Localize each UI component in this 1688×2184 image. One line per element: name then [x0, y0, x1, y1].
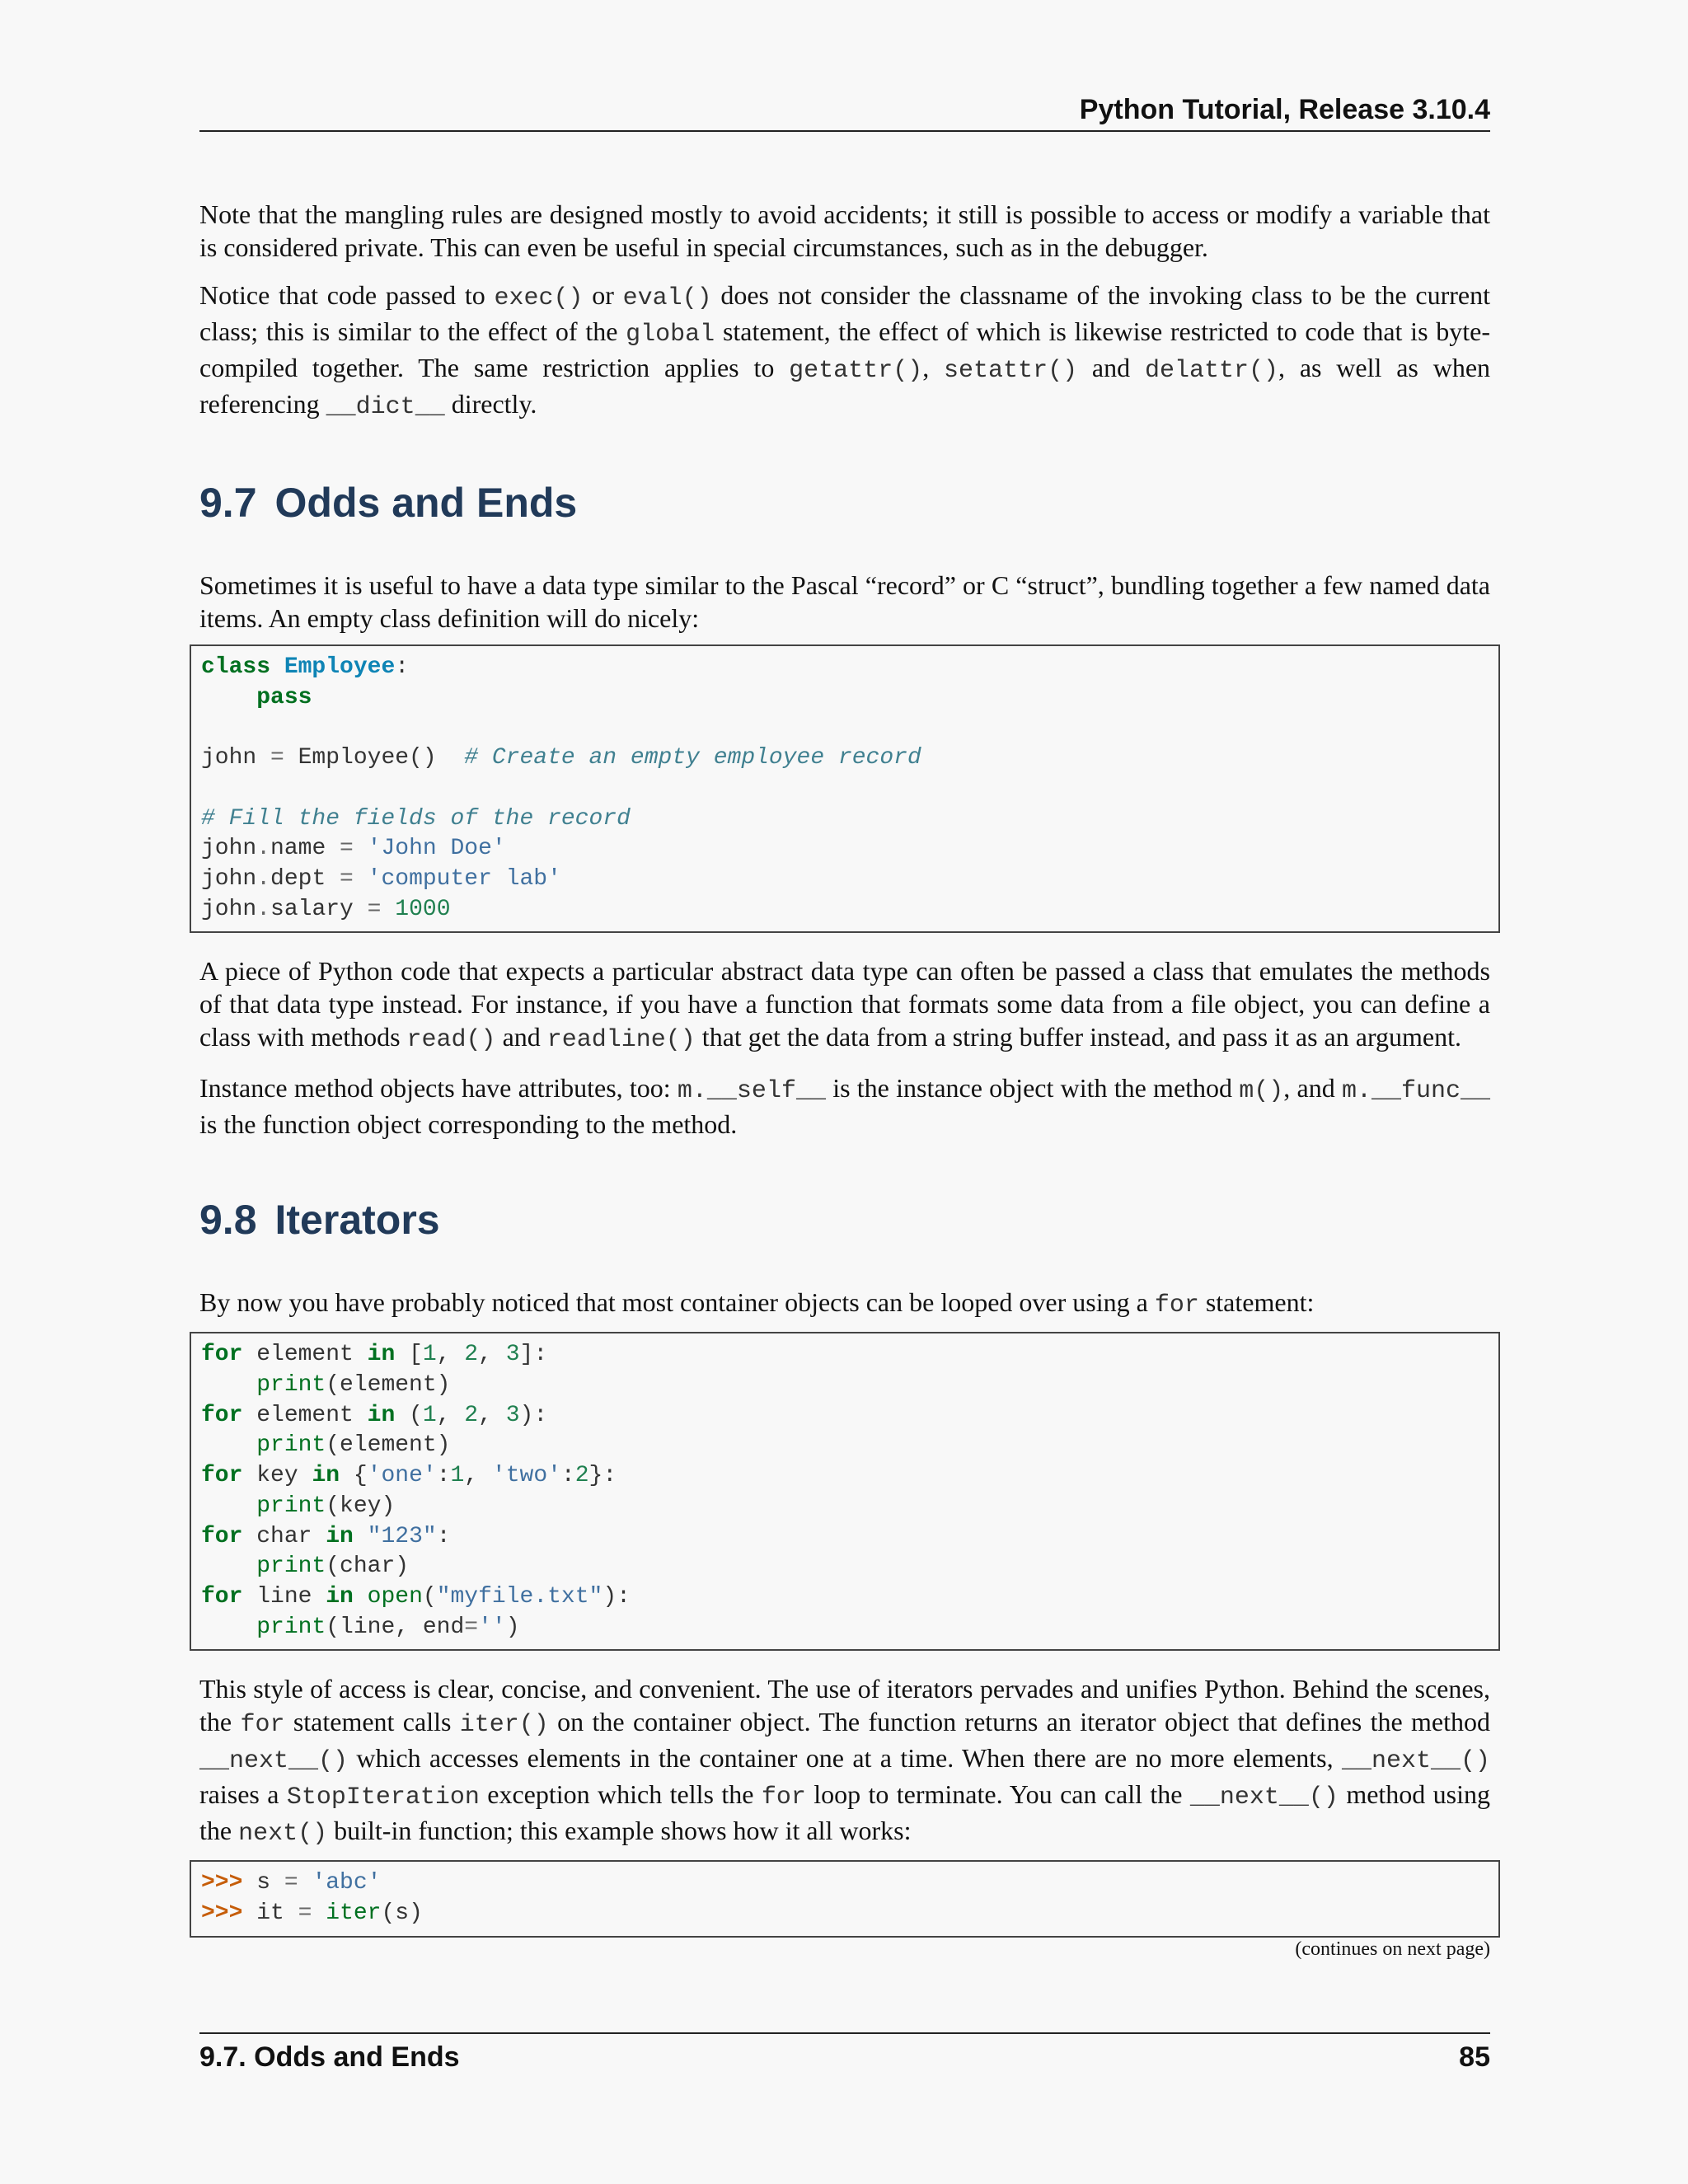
paragraph-exec-eval: Notice that code passed to exec() or eval() does not consider the classname of the invoking class to be the current class; this is similar to the effect of the global statement, the effect of which is likewise restricted to code that is byte-compiled together. The same restriction applies to getattr(), setattr() and delattr(), as well as when referencing __dict__ directly. [199, 280, 1491, 421]
code-block-iter-example: >>> s = 'abc' >>> it = iter(s) [190, 1860, 1500, 1937]
paragraph-abstract-data-type: A piece of Python code that expects a particular abstract data type can often be passed a class that emulates the methods of that data type instead. For instance, if you have a function that formats some data from a file object, you can define a class with methods read() and readline() that get the data from a string buffer instead, and pass it as an argument. [199, 956, 1490, 1055]
page-content [199, 198, 1490, 1961]
continues-note: (continues on next page) [1295, 1938, 1490, 1960]
paragraph-record-struct: Sometimes it is useful to have a data type similar to the Pascal “record” or C “struct”, bundling together a few named data items. An empty class definition will do nicely: [199, 570, 1490, 633]
paragraph-iterator-protocol: This style of access is clear, concise, and convenient. The use of iterators pervades and unifies Python. Behind the scenes, the for statement calls iter() on the container object. The function returns an iterator object that defines the method __next__() which accesses elements in the container one at a time. When there are no more elements, __next__() raises a StopIteration exception which tells the for loop to terminate. You can call the __next__() method using the next() built-in function; this example shows how it all works: [199, 1674, 1491, 1849]
page-number: 85 [1459, 2041, 1490, 2073]
page-footer [199, 2032, 1490, 2080]
code-block-for-loops: for element in [1, 2, 3]: print(element) for element in (1, 2, 3): print(element) for key in {'one':1, 'two':2}: print(key) for char in "123": print(char) for line in open("myfile.txt"): print(line, end='') [190, 1332, 1500, 1651]
code-block-employee: class Employee: pass john = Employee() # Create an empty employee record # Fill the fields of the record john.name = 'John Doe' john.dept = 'computer lab' john.salary = 1000 [190, 644, 1500, 933]
section-heading-9-8: 9.8 Iterators [199, 1197, 440, 1244]
paragraph-container-loop: By now you have probably noticed that most container objects can be looped over using a for statement: [199, 1287, 1315, 1320]
footer-section-title: 9.7. Odds and Ends [199, 2041, 460, 2073]
section-heading-9-7: 9.7 Odds and Ends [199, 480, 578, 526]
paragraph-mangling: Note that the mangling rules are designed mostly to avoid accidents; it still is possible to access or modify a variable that is considered private. This can even be useful in special circumstances, such as in the debugger. [199, 199, 1490, 262]
paragraph-method-attributes: Instance method objects have attributes, too: m.__self__ is the instance object with the method m(), and m.__func__ is the function object corresponding to the method. [199, 1073, 1491, 1140]
running-header: Python Tutorial, Release 3.10.4 [199, 89, 1490, 132]
